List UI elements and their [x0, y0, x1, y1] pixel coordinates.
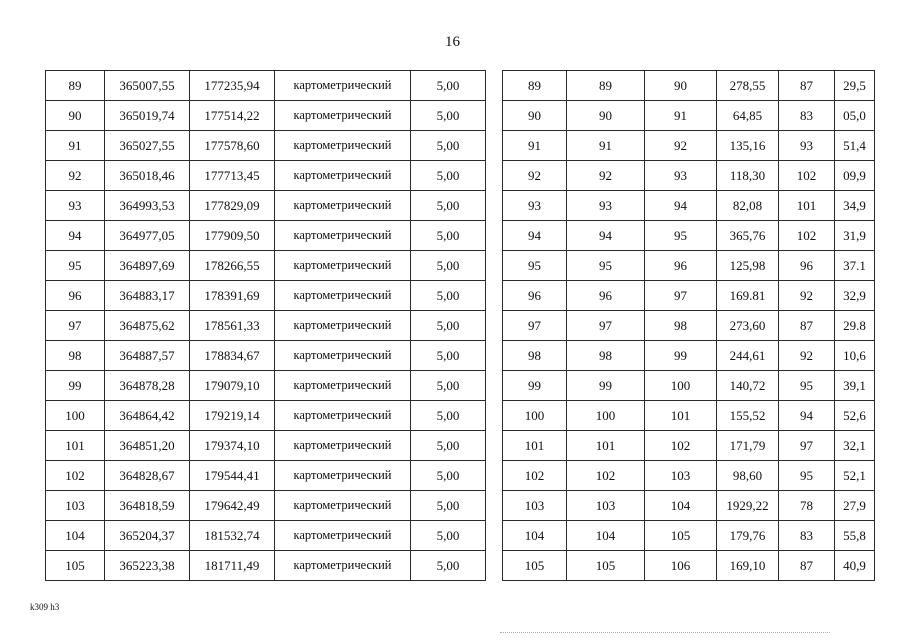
point-number-cell: 92 — [46, 161, 105, 191]
accuracy-cell: 5,00 — [411, 161, 486, 191]
x-coordinate-cell: 365204,37 — [105, 521, 190, 551]
table-row — [503, 251, 875, 281]
table-row — [503, 401, 875, 431]
row-number-cell: 104 — [503, 521, 567, 551]
point-number-cell: 99 — [46, 371, 105, 401]
table-row — [46, 71, 486, 101]
row-number-cell: 102 — [503, 461, 567, 491]
method-cell: картометрический — [275, 521, 411, 551]
angle-degrees-cell: 102 — [779, 221, 835, 251]
table-row — [46, 461, 486, 491]
accuracy-cell: 5,00 — [411, 491, 486, 521]
coordinates-table — [45, 70, 486, 581]
y-coordinate-cell: 179219,14 — [190, 401, 275, 431]
y-coordinate-cell: 178266,55 — [190, 251, 275, 281]
to-point-cell: 93 — [645, 161, 717, 191]
point-number-cell: 101 — [46, 431, 105, 461]
table-row — [503, 71, 875, 101]
angle-minutes-cell: 39,1 — [835, 371, 875, 401]
boundary-segments-table — [502, 70, 875, 581]
accuracy-cell: 5,00 — [411, 521, 486, 551]
table-row — [503, 311, 875, 341]
angle-minutes-cell: 37.1 — [835, 251, 875, 281]
accuracy-cell: 5,00 — [411, 131, 486, 161]
table-row — [503, 371, 875, 401]
table-row — [46, 131, 486, 161]
y-coordinate-cell: 177909,50 — [190, 221, 275, 251]
from-point-cell: 104 — [567, 521, 645, 551]
row-number-cell: 105 — [503, 551, 567, 581]
from-point-cell: 95 — [567, 251, 645, 281]
point-number-cell: 95 — [46, 251, 105, 281]
angle-degrees-cell: 87 — [779, 71, 835, 101]
angle-minutes-cell: 51,4 — [835, 131, 875, 161]
from-point-cell: 89 — [567, 71, 645, 101]
x-coordinate-cell: 365223,38 — [105, 551, 190, 581]
point-number-cell: 105 — [46, 551, 105, 581]
angle-degrees-cell: 95 — [779, 371, 835, 401]
row-number-cell: 98 — [503, 341, 567, 371]
point-number-cell: 90 — [46, 101, 105, 131]
method-cell: картометрический — [275, 401, 411, 431]
x-coordinate-cell: 364878,28 — [105, 371, 190, 401]
row-number-cell: 100 — [503, 401, 567, 431]
length-cell: 140,72 — [717, 371, 779, 401]
y-coordinate-cell: 177578,60 — [190, 131, 275, 161]
angle-degrees-cell: 92 — [779, 341, 835, 371]
table-row — [46, 221, 486, 251]
to-point-cell: 104 — [645, 491, 717, 521]
from-point-cell: 105 — [567, 551, 645, 581]
to-point-cell: 97 — [645, 281, 717, 311]
point-number-cell: 93 — [46, 191, 105, 221]
accuracy-cell: 5,00 — [411, 401, 486, 431]
table-row — [46, 341, 486, 371]
from-point-cell: 103 — [567, 491, 645, 521]
table-row — [503, 281, 875, 311]
method-cell: картометрический — [275, 221, 411, 251]
from-point-cell: 101 — [567, 431, 645, 461]
table-row — [46, 401, 486, 431]
footer-code: k309 h3 — [30, 602, 60, 612]
accuracy-cell: 5,00 — [411, 371, 486, 401]
table-row — [503, 461, 875, 491]
accuracy-cell: 5,00 — [411, 551, 486, 581]
table-row — [46, 191, 486, 221]
length-cell: 125,98 — [717, 251, 779, 281]
to-point-cell: 102 — [645, 431, 717, 461]
angle-degrees-cell: 92 — [779, 281, 835, 311]
row-number-cell: 97 — [503, 311, 567, 341]
accuracy-cell: 5,00 — [411, 71, 486, 101]
from-point-cell: 102 — [567, 461, 645, 491]
y-coordinate-cell: 179642,49 — [190, 491, 275, 521]
x-coordinate-cell: 364875,62 — [105, 311, 190, 341]
point-number-cell: 98 — [46, 341, 105, 371]
to-point-cell: 103 — [645, 461, 717, 491]
x-coordinate-cell: 364897,69 — [105, 251, 190, 281]
length-cell: 171,79 — [717, 431, 779, 461]
y-coordinate-cell: 181532,74 — [190, 521, 275, 551]
angle-degrees-cell: 78 — [779, 491, 835, 521]
method-cell: картометрический — [275, 491, 411, 521]
angle-minutes-cell: 05,0 — [835, 101, 875, 131]
boundary-segments-table-body — [503, 71, 875, 581]
accuracy-cell: 5,00 — [411, 431, 486, 461]
to-point-cell: 95 — [645, 221, 717, 251]
table-row — [46, 281, 486, 311]
angle-minutes-cell: 40,9 — [835, 551, 875, 581]
angle-degrees-cell: 95 — [779, 461, 835, 491]
method-cell: картометрический — [275, 281, 411, 311]
method-cell: картометрический — [275, 311, 411, 341]
x-coordinate-cell: 364883,17 — [105, 281, 190, 311]
row-number-cell: 89 — [503, 71, 567, 101]
x-coordinate-cell: 365019,74 — [105, 101, 190, 131]
length-cell: 82,08 — [717, 191, 779, 221]
method-cell: картометрический — [275, 461, 411, 491]
to-point-cell: 96 — [645, 251, 717, 281]
angle-minutes-cell: 09,9 — [835, 161, 875, 191]
from-point-cell: 93 — [567, 191, 645, 221]
table-row — [503, 521, 875, 551]
table-row — [46, 161, 486, 191]
method-cell: картометрический — [275, 431, 411, 461]
from-point-cell: 94 — [567, 221, 645, 251]
length-cell: 118,30 — [717, 161, 779, 191]
scan-artifact-line — [500, 632, 830, 635]
from-point-cell: 97 — [567, 311, 645, 341]
row-number-cell: 99 — [503, 371, 567, 401]
accuracy-cell: 5,00 — [411, 251, 486, 281]
angle-minutes-cell: 32,1 — [835, 431, 875, 461]
table-row — [503, 161, 875, 191]
table-row — [46, 251, 486, 281]
accuracy-cell: 5,00 — [411, 281, 486, 311]
accuracy-cell: 5,00 — [411, 101, 486, 131]
angle-minutes-cell: 52,6 — [835, 401, 875, 431]
method-cell: картометрический — [275, 161, 411, 191]
point-number-cell: 91 — [46, 131, 105, 161]
length-cell: 1929,22 — [717, 491, 779, 521]
row-number-cell: 92 — [503, 161, 567, 191]
to-point-cell: 90 — [645, 71, 717, 101]
length-cell: 169,10 — [717, 551, 779, 581]
row-number-cell: 96 — [503, 281, 567, 311]
x-coordinate-cell: 365027,55 — [105, 131, 190, 161]
y-coordinate-cell: 178834,67 — [190, 341, 275, 371]
angle-minutes-cell: 27,9 — [835, 491, 875, 521]
y-coordinate-cell: 179544,41 — [190, 461, 275, 491]
from-point-cell: 91 — [567, 131, 645, 161]
point-number-cell: 94 — [46, 221, 105, 251]
method-cell: картометрический — [275, 101, 411, 131]
row-number-cell: 91 — [503, 131, 567, 161]
y-coordinate-cell: 177829,09 — [190, 191, 275, 221]
x-coordinate-cell: 364851,20 — [105, 431, 190, 461]
angle-minutes-cell: 32,9 — [835, 281, 875, 311]
point-number-cell: 104 — [46, 521, 105, 551]
length-cell: 365,76 — [717, 221, 779, 251]
x-coordinate-cell: 364818,59 — [105, 491, 190, 521]
length-cell: 155,52 — [717, 401, 779, 431]
row-number-cell: 101 — [503, 431, 567, 461]
method-cell: картометрический — [275, 251, 411, 281]
y-coordinate-cell: 177713,45 — [190, 161, 275, 191]
angle-degrees-cell: 87 — [779, 551, 835, 581]
method-cell: картометрический — [275, 71, 411, 101]
table-row — [503, 101, 875, 131]
method-cell: картометрический — [275, 371, 411, 401]
table-row — [503, 551, 875, 581]
accuracy-cell: 5,00 — [411, 221, 486, 251]
point-number-cell: 100 — [46, 401, 105, 431]
method-cell: картометрический — [275, 131, 411, 161]
angle-minutes-cell: 10,6 — [835, 341, 875, 371]
x-coordinate-cell: 365018,46 — [105, 161, 190, 191]
to-point-cell: 106 — [645, 551, 717, 581]
method-cell: картометрический — [275, 551, 411, 581]
length-cell: 244,61 — [717, 341, 779, 371]
table-row — [503, 491, 875, 521]
page-number: 16 — [445, 34, 460, 50]
from-point-cell: 90 — [567, 101, 645, 131]
angle-minutes-cell: 52,1 — [835, 461, 875, 491]
x-coordinate-cell: 364977,05 — [105, 221, 190, 251]
x-coordinate-cell: 365007,55 — [105, 71, 190, 101]
to-point-cell: 91 — [645, 101, 717, 131]
table-row — [46, 371, 486, 401]
length-cell: 98,60 — [717, 461, 779, 491]
table-row — [46, 311, 486, 341]
angle-degrees-cell: 96 — [779, 251, 835, 281]
y-coordinate-cell: 181711,49 — [190, 551, 275, 581]
y-coordinate-cell: 177514,22 — [190, 101, 275, 131]
table-row — [46, 521, 486, 551]
from-point-cell: 96 — [567, 281, 645, 311]
accuracy-cell: 5,00 — [411, 191, 486, 221]
from-point-cell: 92 — [567, 161, 645, 191]
point-number-cell: 102 — [46, 461, 105, 491]
length-cell: 273,60 — [717, 311, 779, 341]
angle-minutes-cell: 34,9 — [835, 191, 875, 221]
table-row — [46, 431, 486, 461]
angle-minutes-cell: 29.8 — [835, 311, 875, 341]
angle-degrees-cell: 87 — [779, 311, 835, 341]
to-point-cell: 98 — [645, 311, 717, 341]
point-number-cell: 97 — [46, 311, 105, 341]
y-coordinate-cell: 177235,94 — [190, 71, 275, 101]
length-cell: 179,76 — [717, 521, 779, 551]
method-cell: картометрический — [275, 341, 411, 371]
length-cell: 278,55 — [717, 71, 779, 101]
from-point-cell: 100 — [567, 401, 645, 431]
to-point-cell: 100 — [645, 371, 717, 401]
row-number-cell: 90 — [503, 101, 567, 131]
to-point-cell: 92 — [645, 131, 717, 161]
angle-degrees-cell: 102 — [779, 161, 835, 191]
length-cell: 64,85 — [717, 101, 779, 131]
y-coordinate-cell: 179079,10 — [190, 371, 275, 401]
angle-degrees-cell: 97 — [779, 431, 835, 461]
table-row — [503, 221, 875, 251]
y-coordinate-cell: 178561,33 — [190, 311, 275, 341]
coordinates-table-body — [46, 71, 486, 581]
length-cell: 169.81 — [717, 281, 779, 311]
table-row — [46, 551, 486, 581]
method-cell: картометрический — [275, 191, 411, 221]
point-number-cell: 96 — [46, 281, 105, 311]
angle-degrees-cell: 83 — [779, 521, 835, 551]
accuracy-cell: 5,00 — [411, 461, 486, 491]
table-row — [46, 101, 486, 131]
table-row — [503, 191, 875, 221]
row-number-cell: 103 — [503, 491, 567, 521]
from-point-cell: 98 — [567, 341, 645, 371]
angle-degrees-cell: 101 — [779, 191, 835, 221]
angle-degrees-cell: 94 — [779, 401, 835, 431]
to-point-cell: 94 — [645, 191, 717, 221]
length-cell: 135,16 — [717, 131, 779, 161]
y-coordinate-cell: 178391,69 — [190, 281, 275, 311]
table-row — [503, 341, 875, 371]
row-number-cell: 95 — [503, 251, 567, 281]
table-row — [503, 431, 875, 461]
table-row — [46, 491, 486, 521]
angle-degrees-cell: 93 — [779, 131, 835, 161]
x-coordinate-cell: 364993,53 — [105, 191, 190, 221]
y-coordinate-cell: 179374,10 — [190, 431, 275, 461]
to-point-cell: 101 — [645, 401, 717, 431]
x-coordinate-cell: 364828,67 — [105, 461, 190, 491]
x-coordinate-cell: 364864,42 — [105, 401, 190, 431]
x-coordinate-cell: 364887,57 — [105, 341, 190, 371]
point-number-cell: 103 — [46, 491, 105, 521]
to-point-cell: 105 — [645, 521, 717, 551]
point-number-cell: 89 — [46, 71, 105, 101]
to-point-cell: 99 — [645, 341, 717, 371]
angle-degrees-cell: 83 — [779, 101, 835, 131]
angle-minutes-cell: 55,8 — [835, 521, 875, 551]
row-number-cell: 94 — [503, 221, 567, 251]
row-number-cell: 93 — [503, 191, 567, 221]
accuracy-cell: 5,00 — [411, 311, 486, 341]
angle-minutes-cell: 31,9 — [835, 221, 875, 251]
accuracy-cell: 5,00 — [411, 341, 486, 371]
table-row — [503, 131, 875, 161]
angle-minutes-cell: 29,5 — [835, 71, 875, 101]
from-point-cell: 99 — [567, 371, 645, 401]
